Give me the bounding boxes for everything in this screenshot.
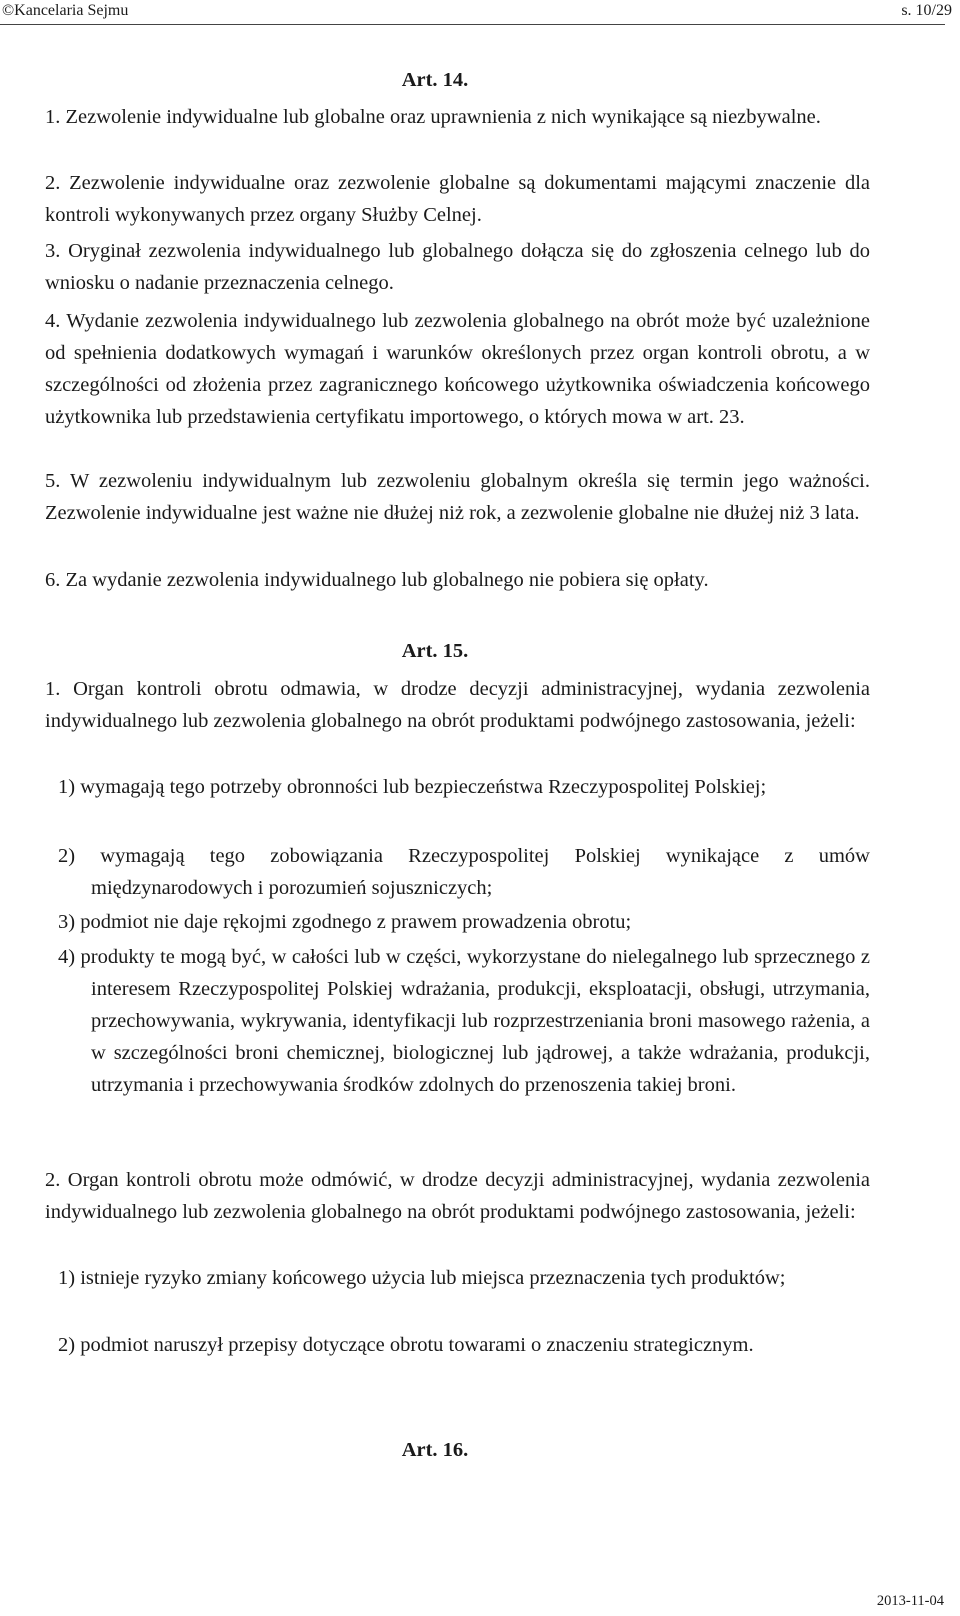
art-14-para-3: 3. Oryginał zezwolenia indywidualnego lub globalnego dołącza się do zgłoszenia celnego lub do wniosku o nadanie przeznaczenia celnego. bbox=[45, 240, 870, 294]
art-15-title: Art. 15. bbox=[401, 640, 469, 662]
art-15-para-2-item-1: 1) istnieje ryzyko zmiany końcowego użycia lub miejsca przeznaczenia tych produktów; bbox=[58, 1267, 786, 1289]
art-14-para-2: 2. Zezwolenie indywidualne oraz zezwolenie globalne są dokumentami mającymi znaczenie dla kontroli wykonywanych przez organy Służby Celnej. bbox=[45, 172, 870, 226]
art-16-title: Art. 16. bbox=[401, 1439, 469, 1461]
art-14-para-6: 6. Za wydanie zezwolenia indywidualnego lub globalnego nie pobiera się opłaty. bbox=[45, 569, 709, 591]
page-header bbox=[0, 0, 960, 22]
header-divider bbox=[0, 24, 945, 25]
header-page-number: s. 10/29 bbox=[901, 2, 952, 19]
header-copyright: ©Kancelaria Sejmu bbox=[2, 2, 129, 19]
art-15-para-1-item-1: 1) wymagają tego potrzeby obronności lub bezpieczeństwa Rzeczypospolitej Polskiej; bbox=[58, 776, 767, 798]
art-14-para-1: 1. Zezwolenie indywidualne lub globalne oraz uprawnienia z nich wynikające są niezbywalne. bbox=[45, 106, 821, 128]
art-15-para-1-item-3: 3) podmiot nie daje rękojmi zgodnego z prawem prowadzenia obrotu; bbox=[58, 911, 632, 933]
art-15-para-2: 2. Organ kontroli obrotu może odmówić, w drodze decyzji administracyjnej, wydania zezwolenia indywidualnego lub zezwolenia globalnego na obrót produktami podwójnego zastosowania, jeżeli: bbox=[45, 1169, 870, 1223]
art-15-para-1-item-2: 2) wymagają tego zobowiązania Rzeczypospolitej Polskiej wynikające z umów międzynarodowych i porozumień sojuszniczych; bbox=[58, 845, 870, 899]
art-15-para-2-item-2: 2) podmiot naruszył przepisy dotyczące obrotu towarami o znaczeniu strategicznym. bbox=[58, 1334, 754, 1356]
art-14-title: Art. 14. bbox=[401, 69, 469, 91]
art-14-para-5: 5. W zezwoleniu indywidualnym lub zezwoleniu globalnym określa się termin jego ważności. Zezwolenie indywidualne jest ważne nie dłużej niż rok, a zezwolenie globalne nie dłużej niż 3 lata. bbox=[45, 470, 870, 524]
art-14-para-4: 4. Wydanie zezwolenia indywidualnego lub zezwolenia globalnego na obrót może być uzależnione od spełnienia dodatkowych wymagań i warunków określonych przez organ kontroli obrotu, a w szczególności od złożenia przez zagranicznego końcowego użytkownika oświadczenia końcowego użytkownika lub przedstawienia certyfikatu importowego, o których mowa w art. 23. bbox=[45, 310, 870, 428]
art-15-para-1-item-4: 4) produkty te mogą być, w całości lub w części, wykorzystane do nielegalnego lub sprzecznego z interesem Rzeczypospolitej Polskiej wdrażania, produkcji, eksploatacji, obsługi, utrzymania, przechowywania, wykrywania, identyfikacji lub rozprzestrzeniania broni masowego rażenia, a w szczególności broni chemicznej, biologicznej lub jądrowej, a także wdrażania, produkcji, utrzymania i przechowywania środków zdolnych do przenoszenia takiej broni. bbox=[58, 946, 870, 1096]
art-15-para-1: 1. Organ kontroli obrotu odmawia, w drodze decyzji administracyjnej, wydania zezwolenia indywidualnego lub zezwolenia globalnego na obrót produktami podwójnego zastosowania, jeżeli: bbox=[45, 678, 870, 732]
footer-date: 2013-11-04 bbox=[876, 1593, 944, 1609]
